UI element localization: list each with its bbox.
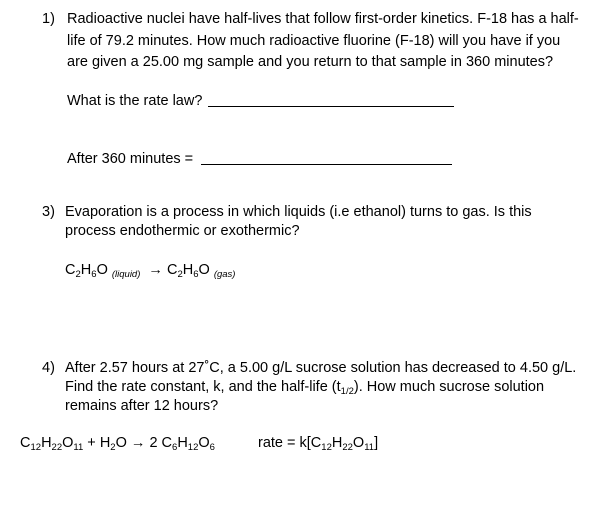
question-number: 4) (42, 360, 55, 376)
after-360-answer-line[interactable] (201, 164, 452, 165)
after-360-label: After 360 minutes = (67, 151, 194, 167)
rate-expression: rate = $k[C_{12}H_{22}O_{11}]$ (258, 435, 379, 453)
question-text-line: life of 79.2 minutes. How much radioactive fluorine (F-18) will you have if you (67, 33, 561, 49)
question-text-line: remains after 12 hours? (65, 398, 219, 414)
arrow-icon: → (126, 435, 150, 451)
evaporation-reaction: $C_2H_6O$ $_{(liquid)} \to C_2H_6O$ $_{(gas)}$ (65, 262, 236, 280)
question-text-line: Evaporation is a process in which liquids (i.e ethanol) turns to gas. Is this (65, 204, 532, 220)
rate-law-answer-line[interactable] (208, 106, 454, 107)
question-number: 3) (42, 204, 55, 220)
sucrose-hydrolysis-equation: $C_{12}H_{22}O_{11} + H_2O \to 2$ $C_6H_{12}O_6$ (20, 435, 215, 453)
question-text-line: process endothermic or exothermic? (65, 223, 300, 239)
question-number: 1) (42, 11, 55, 27)
rate-law-label: What is the rate law? (67, 93, 203, 109)
question-text-line: Radioactive nuclei have half-lives that follow first-order kinetics. F-18 has a half- (67, 11, 579, 27)
phase-liquid: (liquid) (111, 269, 141, 280)
arrow-icon: → (148, 262, 163, 278)
question-text-line: Find the rate constant, k, and the half-life $(t_{1/2})$. How much sucrose solution (65, 379, 545, 397)
question-text-line: are given a 25.00 mg sample and you return to that sample in 360 minutes? (67, 54, 554, 70)
phase-gas: (gas) (213, 269, 236, 280)
question-text-line: After 2.57 hours at 27˚C, a 5.00 g/L sucrose solution has decreased to 4.50 g/L. (65, 360, 577, 376)
